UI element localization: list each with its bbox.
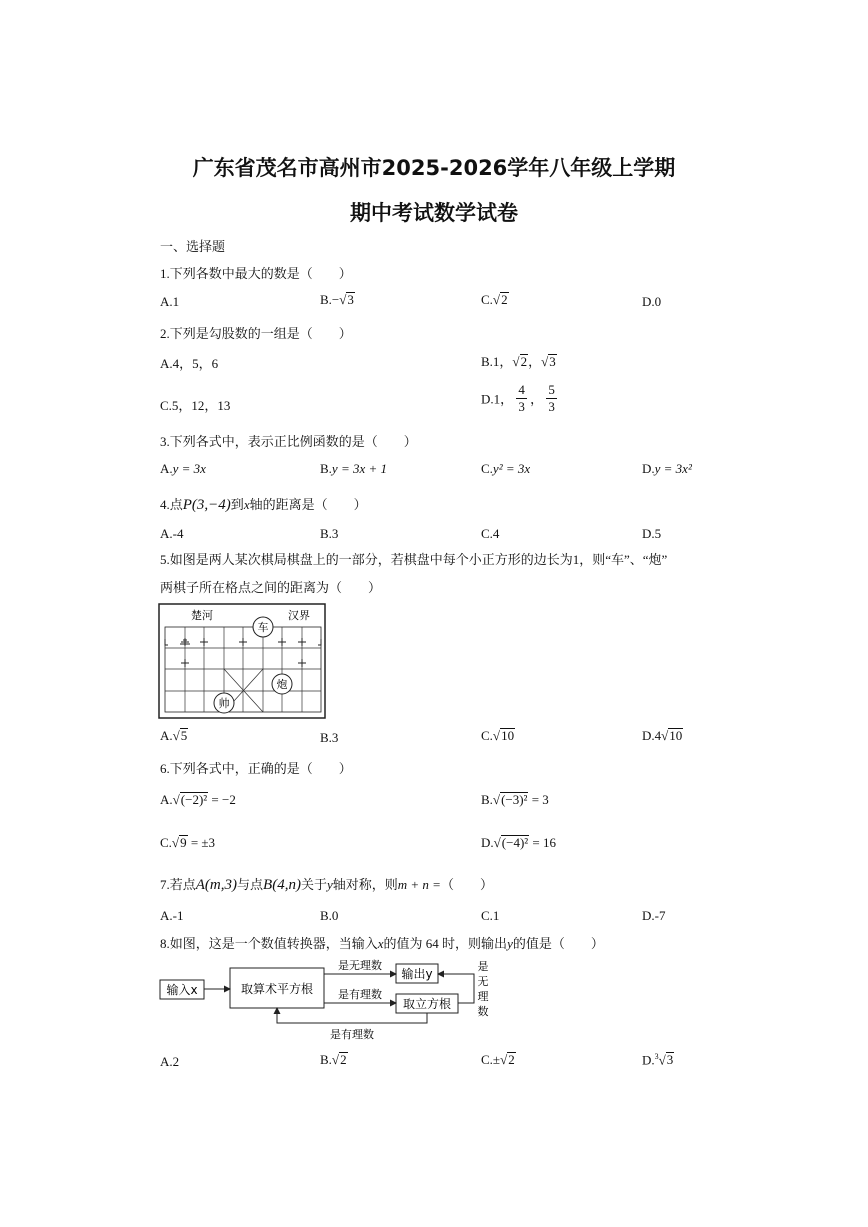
q5-option-a: A.√5 <box>160 728 188 743</box>
q7-stem: 7.若点A(m,3)与点B(4,n)关于y轴对称，则m + n =（ ） <box>160 877 493 893</box>
q4-option-a: A.-4 <box>160 526 184 541</box>
piece-pao: 炮 <box>276 678 288 691</box>
q3-option-a: A.y = 3x <box>160 461 206 476</box>
q6-option-c: C.√9 = ±3 <box>160 835 216 850</box>
q1-option-c: C.√2 <box>481 292 508 307</box>
piece-che: 车 <box>257 621 269 634</box>
q2-option-b: B.1，√2，√3 <box>481 354 556 369</box>
flow-side-label-4: 数 <box>477 1005 489 1018</box>
flow-side-label-2: 无 <box>477 975 489 988</box>
q3-stem: 3.下列各式中，表示正比例函数的是（ ） <box>160 434 417 449</box>
q6-option-b: B.√(−3)² = 3 <box>481 792 549 807</box>
flow-label-rational-2: 是有理数 <box>330 1028 374 1041</box>
piece-shuai: 帅 <box>218 697 230 710</box>
q7-option-c: C.1 <box>481 908 500 923</box>
flow-sqrt-box: 取算术平方根 <box>240 982 314 996</box>
q1-option-a: A.1 <box>160 294 180 309</box>
q8-option-d: D.$^3$√3 <box>642 1052 674 1068</box>
q7-option-a: A.-1 <box>160 908 184 923</box>
flow-label-irrational: 是无理数 <box>338 959 382 972</box>
q2-option-a: A.4，5，6 <box>160 356 219 371</box>
q8-option-c: C.±√2 <box>481 1052 515 1067</box>
q5-stem-line-1: 5.如图是两人某次棋局棋盘上的一部分，若棋盘中每个小正方形的边长为1，则“车”、“炮” <box>160 552 668 567</box>
q6-option-d: D.√(−4)² = 16 <box>481 835 557 850</box>
q4-option-c: C.4 <box>481 526 500 541</box>
board-label-hanjie: 汉界 <box>288 609 310 622</box>
q1-stem: 1.下列各数中最大的数是（ ） <box>160 266 352 281</box>
title-line-1: 广东省茂名市高州市2025-2026学年八年级上学期 <box>192 156 676 180</box>
flow-cube-box: 取立方根 <box>402 997 452 1011</box>
board-label-chuhe: 楚河 <box>191 609 213 622</box>
q7-option-d: D.-7 <box>642 908 666 923</box>
title-line-2: 期中考试数学试卷 <box>350 201 518 225</box>
q2-option-c: C.5，12，13 <box>160 398 231 413</box>
q1-option-d: D.0 <box>642 294 662 309</box>
chessboard-figure <box>158 603 326 719</box>
q3-option-b: B.y = 3x + 1 <box>320 461 388 476</box>
q4-stem: 4.点P(3,−4)到x轴的距离是（ ） <box>160 497 367 513</box>
section-heading: 一、选择题 <box>160 239 226 254</box>
q1-option-b: B.−√3 <box>320 292 354 307</box>
flow-label-rational-1: 是有理数 <box>338 988 382 1001</box>
q6-stem: 6.下列各式中，正确的是（ ） <box>160 761 352 776</box>
q7-option-b: B.0 <box>320 908 339 923</box>
flow-input-box: 输入x <box>166 983 198 997</box>
flow-output-box: 输出y <box>401 967 433 981</box>
q5-option-b: B.3 <box>320 730 339 745</box>
q8-option-b: B.√2 <box>320 1052 347 1067</box>
converter-flowchart <box>156 956 496 1044</box>
q5-stem-line-2: 两棋子所在格点之间的距离为（ ） <box>160 580 382 595</box>
q4-option-d: D.5 <box>642 526 662 541</box>
q2-stem: 2.下列是勾股数的一组是（ ） <box>160 326 352 341</box>
q5-option-d: D.4√10 <box>642 728 683 743</box>
q2-option-d: D.1， $\frac{4}{3}$ ， $\frac{5}{3}$ <box>481 382 555 414</box>
flow-side-label-1: 是 <box>477 960 489 973</box>
q4-option-b: B.3 <box>320 526 339 541</box>
flow-side-label-3: 理 <box>477 990 489 1003</box>
q8-option-a: A.2 <box>160 1054 180 1069</box>
q6-option-a: A.√(−2)² = −2 <box>160 792 236 807</box>
q3-option-d: D.y = 3x² <box>642 461 692 476</box>
q8-stem: 8.如图，这是一个数值转换器，当输入x的值为 64 时，则输出y的值是（ ） <box>160 936 604 951</box>
q5-option-c: C.√10 <box>481 728 515 743</box>
q3-option-c: C.y² = 3x <box>481 461 531 476</box>
